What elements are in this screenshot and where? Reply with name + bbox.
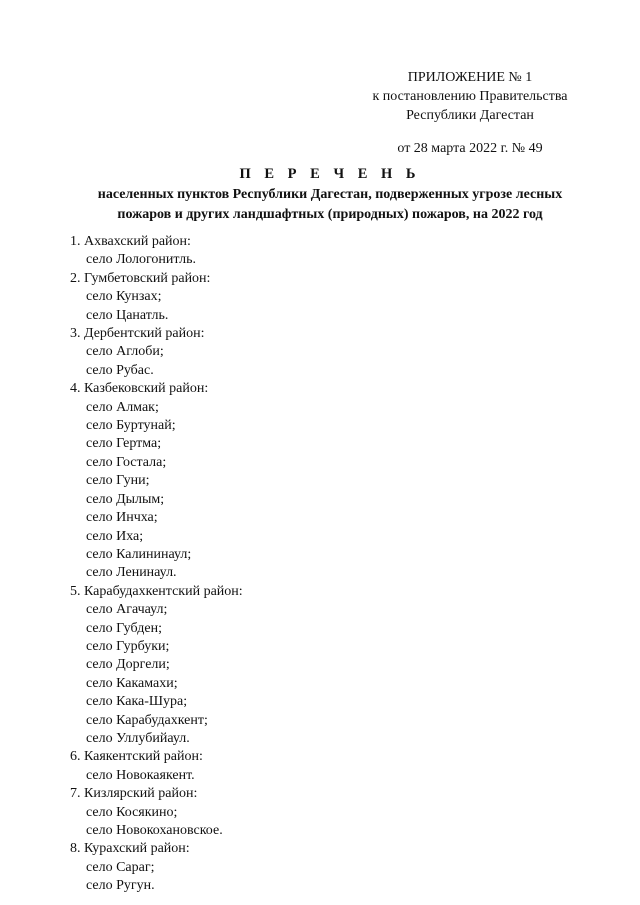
village-item: село Гуни;: [86, 473, 150, 489]
village-item: село Новокохановское.: [86, 823, 223, 838]
district-label: 4. Казбековский район:: [70, 381, 209, 397]
village-list: [70, 399, 590, 583]
village-item: село Дылым;: [86, 491, 165, 507]
appendix-resolution-ref: к постановлению Правительства: [372, 89, 568, 104]
village-item: село Гертма;: [86, 436, 162, 452]
district-label: 5. Карабудахкентский район:: [70, 583, 243, 599]
village-list: [70, 288, 590, 325]
appendix-number: ПРИЛОЖЕНИЕ № 1: [407, 70, 533, 85]
village-item: село Губден;: [86, 620, 162, 636]
village-item: село Буртунай;: [86, 418, 176, 434]
village-item: село Ленинаул.: [86, 565, 177, 581]
district-label: 6. Каякентский район:: [70, 749, 203, 765]
village-item: село Ругун.: [86, 878, 155, 894]
village-item: село Новокаякент.: [86, 767, 195, 783]
village-item: село Доргели;: [86, 657, 170, 673]
document-subtitle-line-2: пожаров и других ландшафтных (природных) пожаров, на 2022 год: [117, 207, 543, 222]
village-item: село Цанатль.: [86, 307, 169, 323]
village-item: село Инчха;: [86, 510, 158, 526]
village-item: село Уллубийаул.: [86, 730, 190, 746]
document-title: П Е Р Е Ч Е Н Ь: [239, 166, 421, 182]
village-item: село Гурбуки;: [86, 638, 170, 654]
district-label: 7. Кизлярский район:: [70, 786, 198, 802]
district-item: [70, 785, 590, 840]
district-label: 3. Дербентский район:: [70, 326, 205, 342]
document-heading: [40, 164, 620, 224]
village-item: село Алмак;: [86, 399, 159, 415]
village-item: село Косякино;: [86, 804, 178, 820]
document-subtitle-line-1: населенных пунктов Республики Дагестан, подверженных угрозе лесных: [97, 187, 563, 202]
village-item: село Сараг;: [86, 859, 155, 875]
district-label: 2. Гумбетовский район:: [70, 270, 211, 286]
village-item: село Аглоби;: [86, 344, 164, 360]
village-item: село Рубас.: [86, 362, 154, 378]
village-item: село Карабудахкент;: [86, 712, 208, 728]
village-item: село Калининаул;: [86, 546, 192, 562]
village-list: [70, 343, 590, 380]
village-item: село Кака-Шура;: [86, 694, 188, 710]
district-label: 8. Курахский район:: [70, 841, 190, 857]
village-item: село Какамахи;: [86, 675, 178, 691]
village-item: село Агачаул;: [86, 602, 168, 618]
village-list: [70, 767, 590, 785]
village-item: село Лологонитль.: [86, 252, 197, 268]
appendix-date: от 28 марта 2022 г. № 49: [397, 141, 543, 156]
district-item: [70, 380, 590, 582]
district-item: [70, 748, 590, 785]
village-item: село Гостала;: [86, 454, 167, 470]
appendix-header: [340, 68, 600, 158]
district-label: 1. Ахвахский район:: [70, 234, 191, 249]
village-item: село Иха;: [86, 528, 144, 544]
district-item: [70, 583, 590, 749]
village-item: село Кунзах;: [86, 289, 162, 305]
appendix-republic: Республики Дагестан: [406, 108, 534, 123]
village-list: [70, 804, 590, 841]
village-list: [70, 859, 590, 896]
district-item: [70, 840, 590, 895]
district-list: [70, 233, 590, 896]
district-item: [70, 233, 590, 270]
district-item: [70, 270, 590, 325]
village-list: [70, 251, 590, 269]
village-list: [70, 601, 590, 748]
district-item: [70, 325, 590, 380]
